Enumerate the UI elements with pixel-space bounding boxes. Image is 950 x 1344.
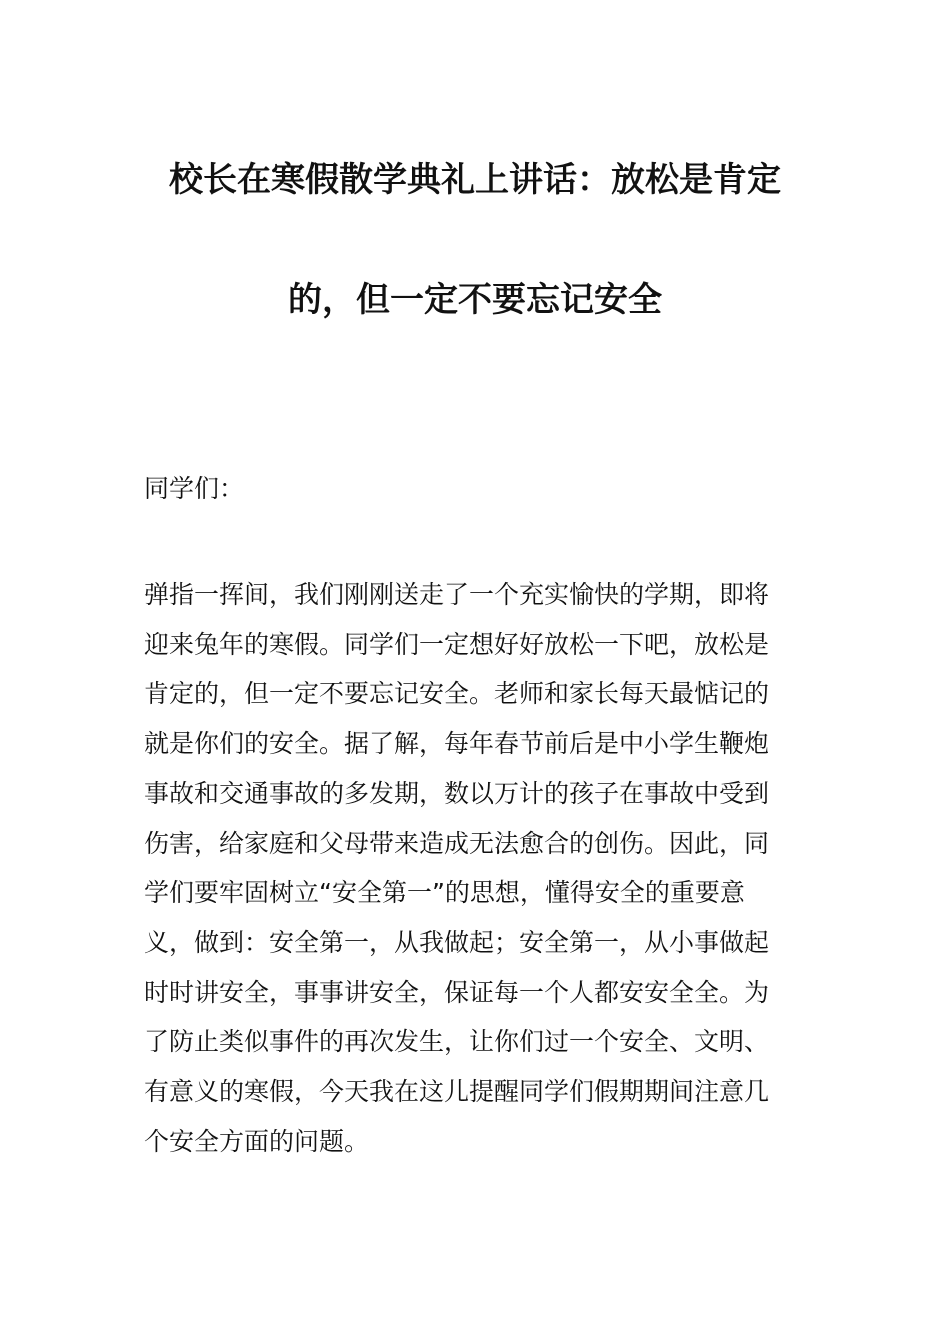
paragraph-line: 学们要牢固树立“安全第一”的思想，懂得安全的重要意 <box>144 878 745 908</box>
paragraph-line: 义，做到：安全第一，从我做起；安全第一，从小事做起 <box>144 927 770 957</box>
paragraph-line: 迎来兔年的寒假。同学们一定想好好放松一下吧，放松是 <box>144 629 770 659</box>
paragraph-line: 个安全方面的问题。 <box>144 1126 370 1156</box>
paragraph-line: 有意义的寒假，今天我在这儿提醒同学们假期期间注意几 <box>144 1077 770 1107</box>
paragraph-line: 伤害，给家庭和父母带来造成无法愈合的创伤。因此，同 <box>144 828 770 858</box>
document-title-line-1: 校长在寒假散学典礼上讲话：放松是肯定 <box>169 160 781 200</box>
document-title-line-2: 的，但一定不要忘记安全 <box>288 280 662 320</box>
paragraph-line: 弹指一挥间，我们刚刚送走了一个充实愉快的学期，即将 <box>144 580 770 609</box>
paragraph-line: 事故和交通事故的多发期，数以万计的孩子在事故中受到 <box>144 778 770 808</box>
paragraph-line: 就是你们的安全。据了解，每年春节前后是中小学生鞭炮 <box>144 729 770 759</box>
paragraph-line: 肯定的，但一定不要忘记安全。老师和家长每天最惦记的 <box>144 679 770 709</box>
paragraph-line: 了防止类似事件的再次发生，让你们过一个安全、文明、 <box>144 1027 770 1057</box>
salutation: 同学们： <box>144 474 245 503</box>
paragraph-line: 时时讲安全，事事讲安全，保证每一个人都安安全全。为 <box>144 977 770 1007</box>
body-paragraph <box>144 570 814 1166</box>
